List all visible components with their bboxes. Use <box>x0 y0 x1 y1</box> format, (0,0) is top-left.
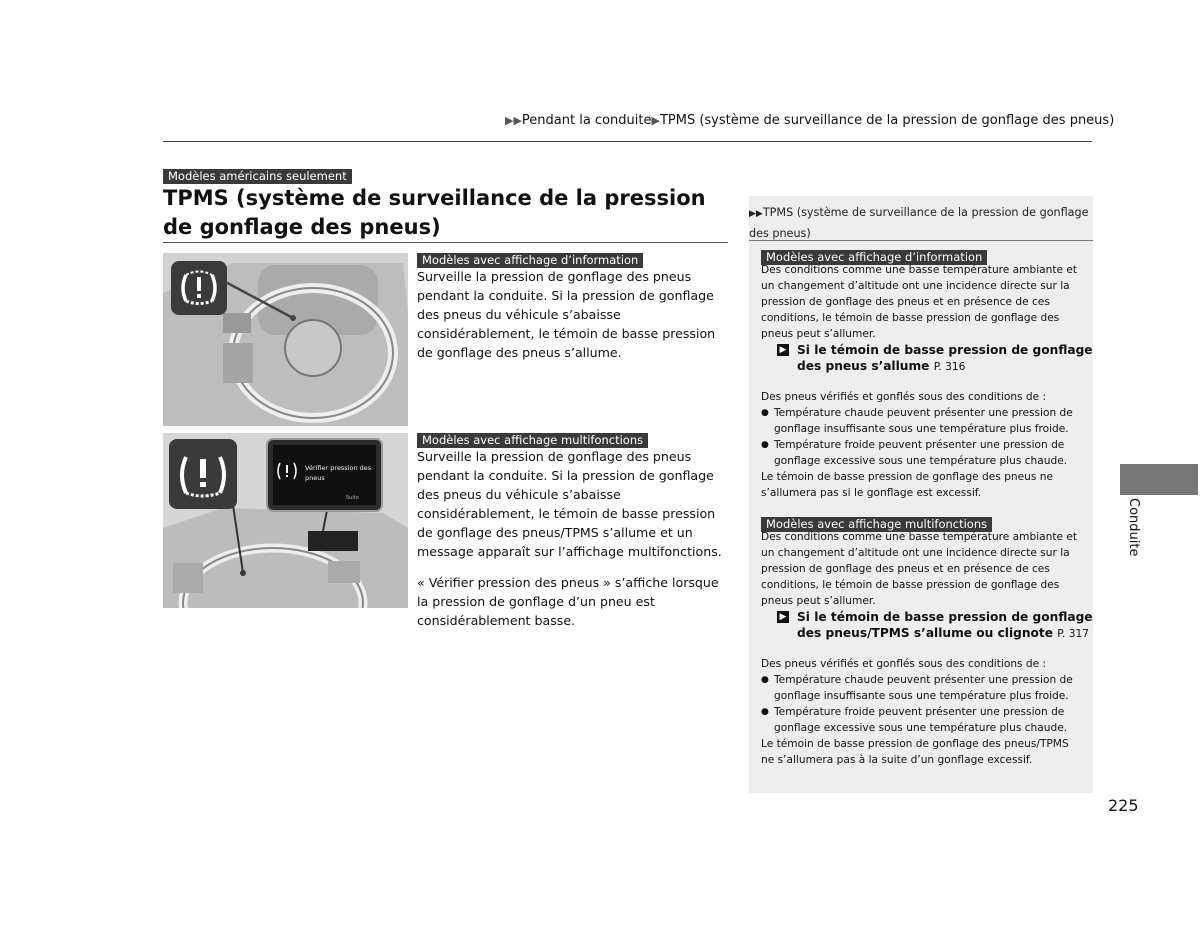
us-models-tag <box>163 165 352 184</box>
info-paragraph <box>417 267 729 362</box>
sidebar-multi-reference[interactable] <box>761 609 1097 642</box>
sidebar-info-tag-label: Modèles avec affichage d’information <box>761 250 987 265</box>
breadcrumb-part2: TPMS (système de surveillance de la pression de gonflage des pneus) <box>659 113 1115 128</box>
sidebar-info-paragraph: Des conditions comme une basse température ambiante et un changement d’altitude ont une incidence directe sur la pression de gonflage des pneus et en présence de ces conditions, le témoin de basse pression de gonflage des pneus peut s’allumer. <box>761 264 1078 340</box>
sidebar-info-end: Le témoin de basse pression de gonflage des pneus ne s’allumera pas si le gonflage est excessif. <box>761 471 1053 499</box>
sidebar-info-reference-text: Si le témoin de basse pression de gonflage des pneus s’allume <box>797 343 1093 373</box>
info-paragraph-text: Surveille la pression de gonflage des pneus pendant la conduite. Si la pression de gonflage des pneus du véhicule s’abaisse considérablement, le témoin de basse pression de gonflage des pneus s’allume. <box>417 269 716 360</box>
sidebar-info-checked: Des pneus vérifiés et gonflés sous des conditions de : <box>761 391 1047 403</box>
sidebar-multi-end: Le témoin de basse pression de gonflage des pneus/TPMS ne s’allumera pas à la suite d’un gonflage excessif. <box>761 738 1069 766</box>
breadcrumb-part1: Pendant la conduite <box>521 113 652 128</box>
header-rule <box>163 141 1092 142</box>
chapter-tab-label <box>1113 498 1147 568</box>
multi-paragraph <box>417 447 729 561</box>
dashboard-image-info <box>163 253 408 426</box>
page-number: 225 <box>1108 796 1139 815</box>
arrow-icon: ▶ <box>777 611 789 623</box>
screen-sub: Suite <box>346 495 359 501</box>
sidebar-info-reference-page: P. 316 <box>933 361 966 373</box>
verify-paragraph-text: « Vérifier pression des pneus » s’affiche lorsque la pression de gonflage d’un pneu est considérablement basse. <box>417 575 719 628</box>
chapter-tab-text: Conduite <box>1126 498 1141 557</box>
sidebar-multi-bullet: ● Température froide peuvent présenter une pression de gonflage excessive sous une température plus chaude. <box>761 704 1081 736</box>
us-models-tag-label: Modèles américains seulement <box>163 169 352 184</box>
sidebar-multi-bullet: ● Température chaude peuvent présenter une pression de gonflage insuffisante sous une température plus froide. <box>761 672 1081 704</box>
sidebar-multi-reference-page: P. 317 <box>1057 628 1089 640</box>
sidebar-info-bullet: ● Température chaude peuvent présenter une pression de gonflage insuffisante sous une température plus froide. <box>761 405 1081 437</box>
sidebar-multi-reference-text: Si le témoin de basse pression de gonflage des pneus/TPMS s’allume ou clignote <box>797 610 1093 640</box>
multi-paragraph-text: Surveille la pression de gonflage des pneus pendant la conduite. Si la pression de gonflage des pneus du véhicule s’abaisse considérablement, le témoin de basse pression de gonflage des pneus/TPMS s’allume et un message apparaît sur l’affichage multifonctions. <box>417 449 722 559</box>
screen-message: Vérifier pression des pneus <box>305 464 372 482</box>
sidebar-info-reference[interactable] <box>761 342 1097 375</box>
dashboard-image-multi <box>163 433 408 608</box>
sidebar-header-icon: ▶▶ <box>749 209 763 219</box>
sidebar-info-bullet: ● Température froide peuvent présenter une pression de gonflage excessive sous une température plus chaude. <box>761 437 1081 469</box>
page-title: TPMS (système de surveillance de la pression de gonflage des pneus) <box>163 186 706 239</box>
multi-models-tag <box>417 429 648 448</box>
info-models-tag-label: Modèles avec affichage d’information <box>417 253 643 268</box>
multi-models-tag-label: Modèles avec affichage multifonctions <box>417 433 648 448</box>
breadcrumb <box>505 113 1114 128</box>
sidebar-multi-paragraph: Des conditions comme une basse température ambiante et un changement d’altitude ont une incidence directe sur la pression de gonflage des pneus et en présence de ces conditions, le témoin de basse pression de gonflage des pneus peut s’allumer. <box>761 531 1078 607</box>
verify-paragraph <box>417 573 729 630</box>
sidebar-header-rule <box>749 240 1093 241</box>
chapter-tab[interactable] <box>1120 464 1198 495</box>
sidebar-info-section <box>761 262 1093 501</box>
sidebar-multi-tag-label: Modèles avec affichage multifonctions <box>761 517 992 532</box>
sidebar-multi-section <box>761 529 1093 768</box>
arrow-icon: ▶ <box>777 344 789 356</box>
breadcrumb-arrow-icon: ▶ <box>651 114 660 127</box>
sidebar-header-text: TPMS (système de surveillance de la pression de gonflage des pneus) <box>749 206 1089 240</box>
info-models-tag <box>417 249 643 268</box>
sidebar-multi-checked: Des pneus vérifiés et gonflés sous des conditions de : <box>761 658 1047 670</box>
title-rule <box>163 242 728 243</box>
breadcrumb-arrow-icon: ▶▶ <box>505 114 522 127</box>
sidebar-header <box>749 203 1089 244</box>
